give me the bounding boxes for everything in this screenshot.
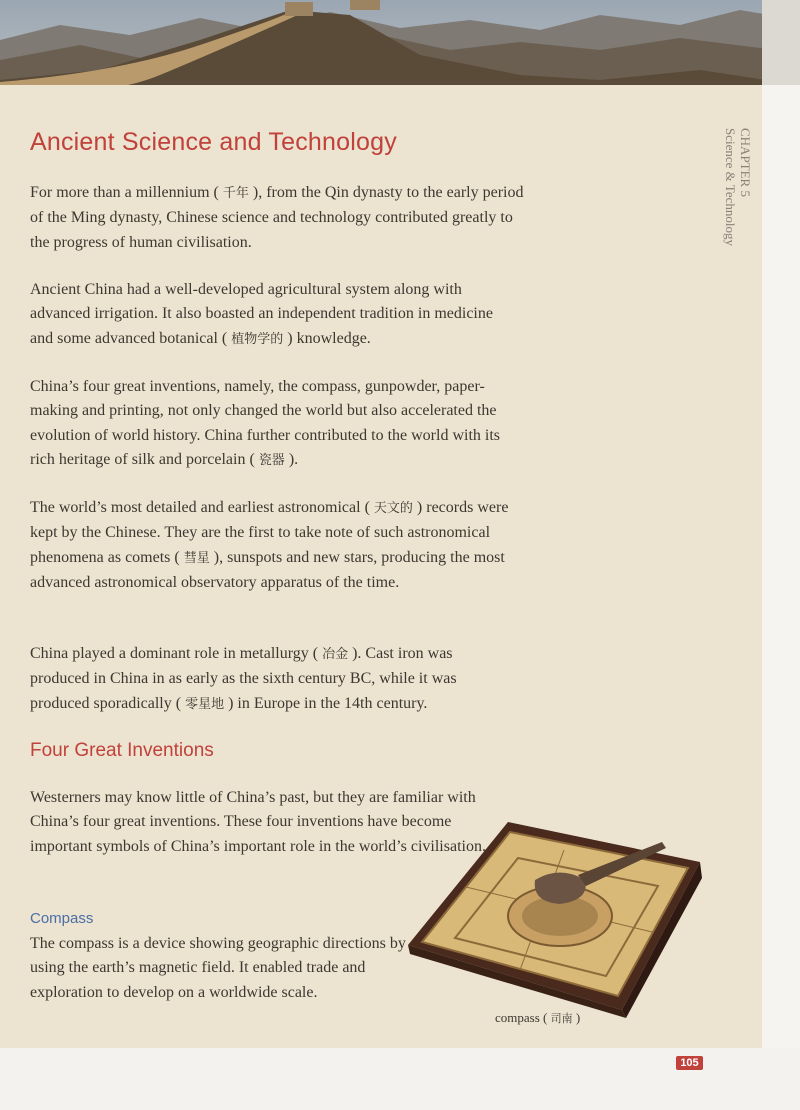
page-number: 105 [676, 1056, 703, 1070]
paragraph-agriculture [30, 278, 510, 352]
right-margin [762, 85, 800, 1048]
text-run: ) records were kept by the Chinese. They are the first to take note of such astronomical phenomena as comets ( [30, 499, 509, 566]
chinese-term: 彗星 [183, 550, 210, 566]
figure-caption [495, 1010, 580, 1026]
page-title: Ancient Science and Technology [30, 128, 397, 156]
chinese-term: 千年 [222, 186, 249, 201]
paragraph-millennium [30, 181, 530, 255]
chapter-title: Science & Technology [723, 128, 738, 246]
paragraph-astronomy [30, 496, 522, 595]
compass-image [400, 820, 720, 1020]
subsection-heading: Compass [30, 910, 94, 927]
caption-text: compass ( [495, 1010, 551, 1025]
text-run: China played a dominant role in metallurgy ( [30, 645, 323, 662]
text-run: ), from the Qin dynasty to the early period of the Ming dynasty, Chinese science and technology contributed greatly to the progress of human civilisation. [30, 184, 524, 251]
chapter-tab [723, 128, 753, 268]
section-heading: Four Great Inventions [30, 740, 214, 761]
chapter-number: CHAPTER 5 [738, 128, 753, 197]
text-run: ) knowledge. [283, 329, 371, 347]
text-run: China’s four great inventions, namely, the compass, gunpowder, paper-making and printing, not only changed the world but also accelerated the evolution of world history. China further contributed to the world with its rich heritage of silk and porcelain ( [30, 378, 500, 468]
paragraph-compass: The compass is a device showing geographic directions by using the earth’s magnetic field. It enabled trade and exploration to develop on a worldwide scale. [30, 935, 406, 1001]
text-run: The world’s most detailed and earliest astronomical ( [30, 499, 374, 516]
chinese-term: 冶金 [322, 647, 349, 662]
caption-chinese: 司南 [550, 1012, 573, 1025]
chinese-term: 植物学的 [231, 331, 284, 347]
text-run: ). [284, 450, 299, 468]
text-run: ). Cast iron was produced in China in as early as the sixth century BC, while it was produced sporadically ( [30, 645, 457, 712]
text-run: For more than a millennium ( [30, 184, 223, 201]
chinese-term: 瓷器 [258, 452, 285, 468]
text-run: ), sunspots and new stars, producing the most advanced astronomical observatory apparatus of the time. [30, 548, 505, 591]
text-run: Ancient China had a well-developed agricultural system along with advanced irrigation. It also boasted an independent tradition in medicine and some advanced botanical ( [30, 281, 493, 347]
paragraph-metallurgy [30, 642, 505, 717]
paragraph-four-inventions: Westerners may know little of China’s past, but they are familiar with China’s four great inventions. These four inventions have become important symbols of China’s important role in the world’s civilisation. [30, 789, 486, 855]
caption-end: ) [572, 1010, 581, 1025]
paragraph-inventions [30, 375, 524, 473]
text-run: ) in Europe in the 14th century. [224, 694, 428, 712]
chinese-term: 零星地 [185, 696, 225, 712]
chinese-term: 天文的 [373, 501, 413, 516]
